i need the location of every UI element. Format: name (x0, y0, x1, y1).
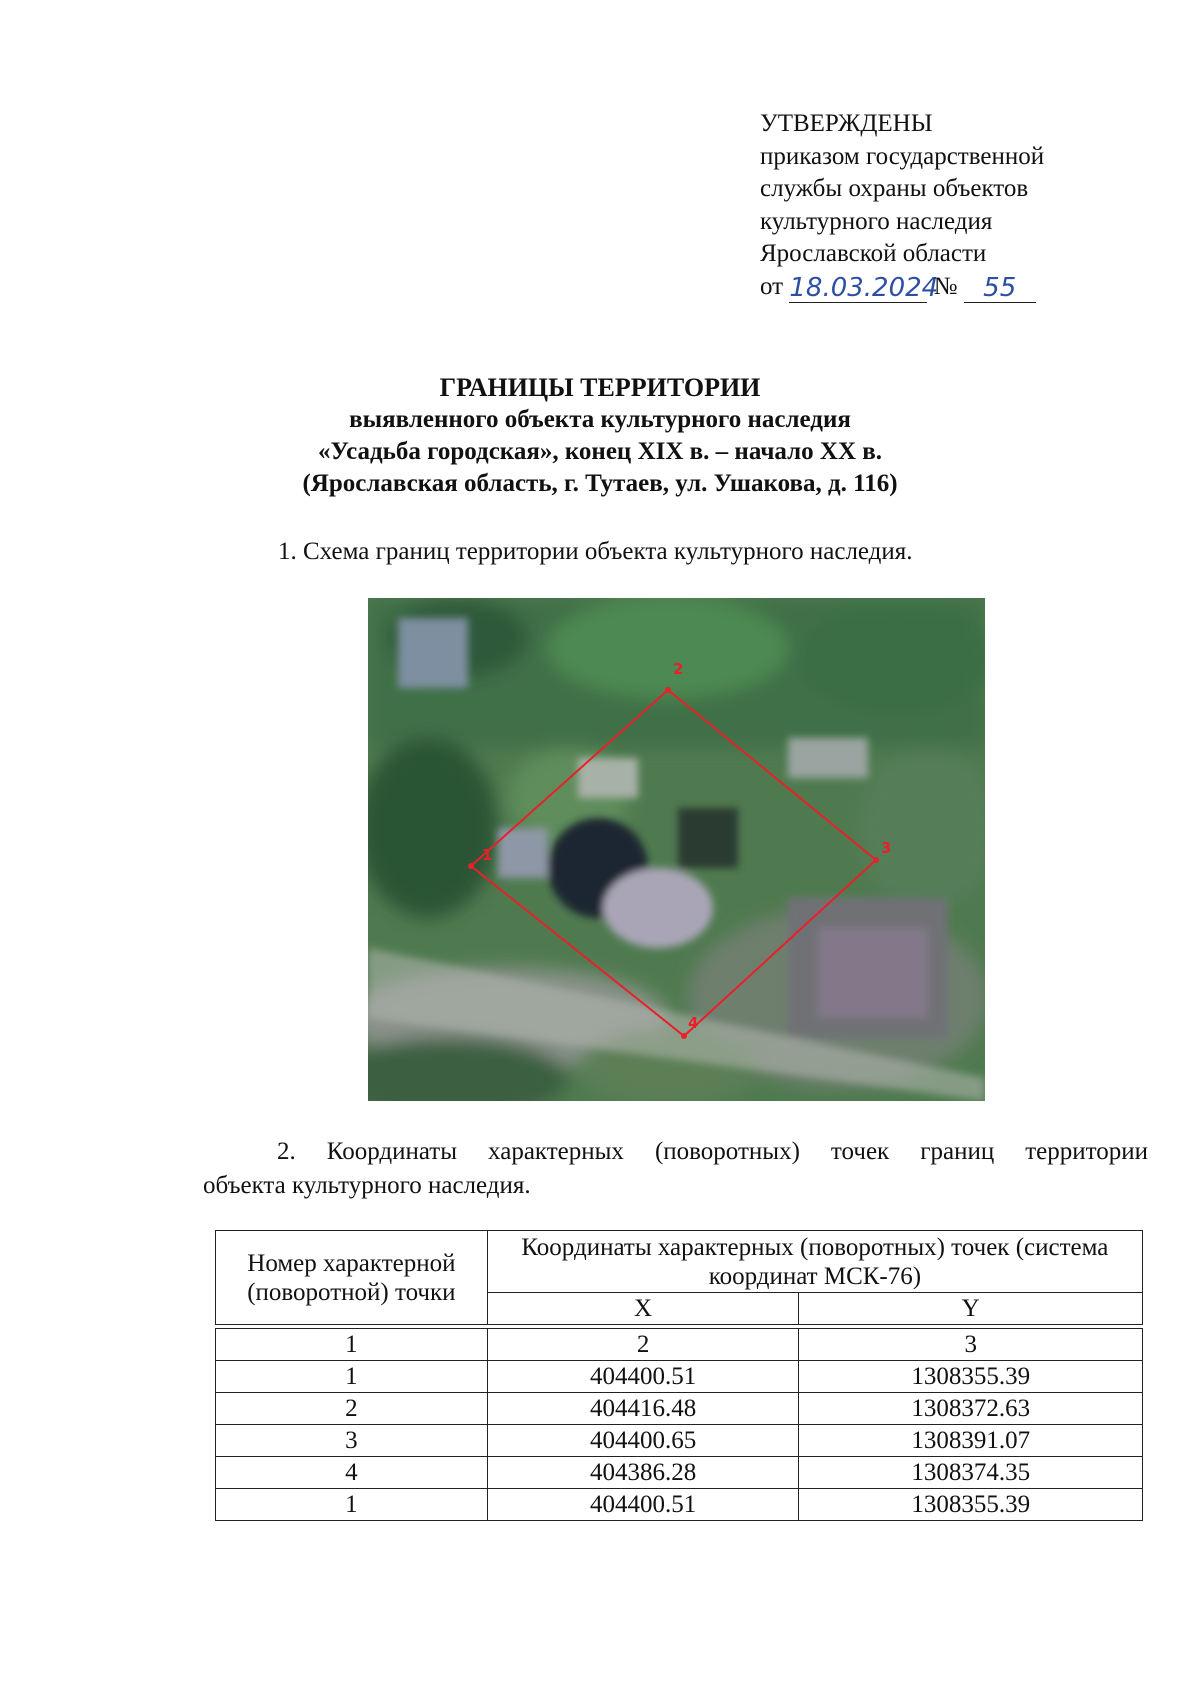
date-field (789, 272, 939, 303)
number-label: № (933, 272, 958, 300)
approval-line: службы охраны объектов (760, 175, 1029, 202)
section-2-line: объекта культурного наследия. (203, 1172, 531, 1199)
section-1-heading: 1. Схема границ территории объекта культурного наследия. (278, 538, 913, 565)
title-line: выявленного объекта культурного наследия (349, 406, 851, 433)
table-row: 1 404400.51 1308355.39 (216, 1361, 1143, 1393)
point-label-2: 2 (673, 660, 684, 678)
approval-line: приказом государственной (760, 142, 1045, 170)
col-group-header-coordinates: Координаты характерных (поворотных) точек (система координат МСК-76) (487, 1231, 1142, 1293)
approval-line: Ярославской области (760, 240, 987, 267)
section-2-line: 2. Координаты характерных (поворотных) точек границ территории (277, 1138, 1148, 1165)
approval-block (760, 108, 1044, 303)
approval-date-line (760, 271, 1044, 304)
satellite-image (368, 598, 985, 1101)
coordinates-table (215, 1230, 1143, 1521)
title-line: ГРАНИЦЫ ТЕРРИТОРИИ (439, 373, 761, 402)
document-title (0, 372, 1200, 500)
handwritten-number: 55 (983, 273, 1017, 303)
col-header-point-number: Номер характерной (поворотной) точки (216, 1231, 488, 1325)
col-header-x: X (487, 1293, 799, 1325)
boundary-scheme-map (368, 598, 985, 1101)
table-row: 2 404416.48 1308372.63 (216, 1393, 1143, 1425)
number-field (964, 272, 1036, 303)
handwritten-date: 18.03.2024 (789, 273, 939, 303)
point-label-4: 4 (688, 1014, 699, 1032)
point-label-3: 3 (881, 839, 892, 857)
table-row: 4 404386.28 1308374.35 (216, 1457, 1143, 1489)
col-header-y: Y (799, 1293, 1143, 1325)
table-index-row: 1 2 3 (216, 1329, 1143, 1361)
section-2-heading (203, 1135, 1148, 1203)
point-label-1: 1 (482, 846, 493, 864)
approval-line: культурного наследия (760, 207, 993, 235)
title-line: «Усадьба городская», конец XIX в. – начало XX в. (317, 438, 883, 465)
from-label: от (760, 272, 784, 300)
table-row: 1 404400.51 1308355.39 (216, 1489, 1143, 1521)
approval-heading: УТВЕРЖДЕНЫ (760, 110, 933, 137)
table-row: 3 404400.65 1308391.07 (216, 1425, 1143, 1457)
title-line: (Ярославская область, г. Тутаев, ул. Ушакова, д. 116) (302, 470, 898, 497)
